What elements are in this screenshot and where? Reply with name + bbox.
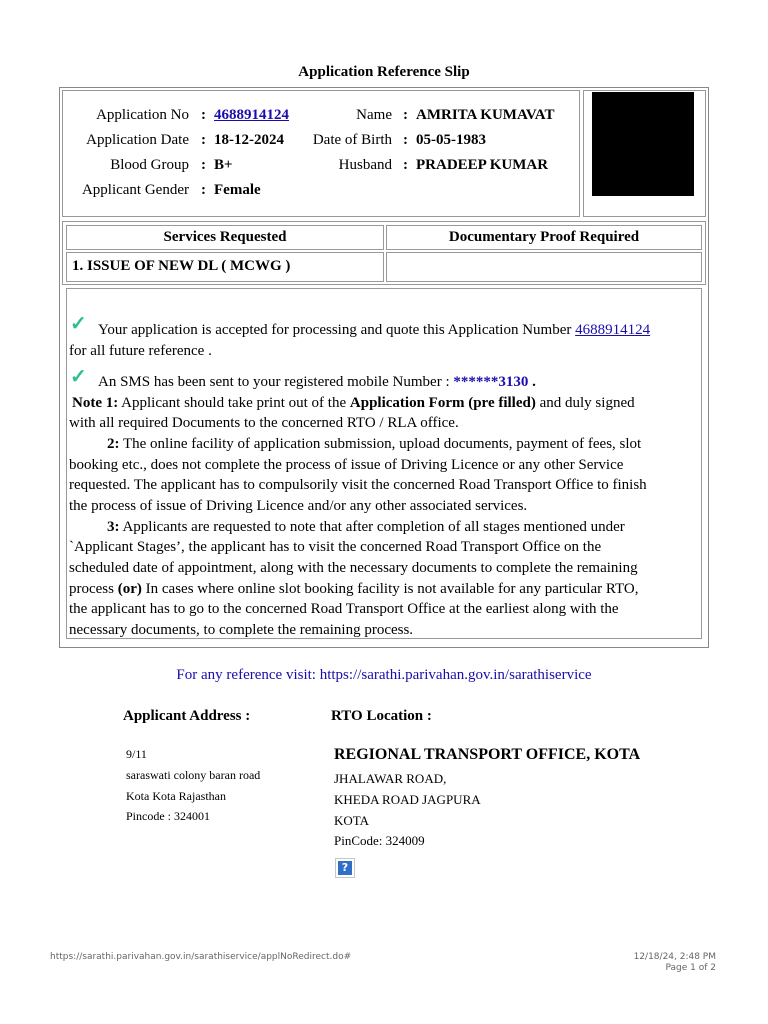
page-title: Application Reference Slip — [298, 64, 470, 80]
address-line-1: 9/11 — [126, 747, 147, 761]
help-button[interactable] — [335, 858, 355, 878]
note-2-line-3: requested. The applicant has to compulsorily visit the concerned Road Transport Office to finish — [69, 477, 647, 493]
sms-end: . — [532, 374, 536, 390]
accepted-message-end: for all future reference . — [69, 343, 212, 359]
application-date-label: Application Date — [86, 132, 189, 148]
rto-line-2: KHEDA ROAD JAGPURA — [334, 792, 481, 807]
colon: : — [201, 107, 206, 123]
note-3-line-1 — [107, 517, 625, 537]
note-1-line-1 — [72, 393, 635, 413]
dob-value: 05-05-1983 — [416, 132, 486, 148]
sms-message — [98, 372, 536, 392]
address-line-3: Kota Kota Rajasthan — [126, 789, 226, 803]
applicant-address-heading: Applicant Address : — [123, 708, 251, 724]
note-2-line-1 — [107, 434, 641, 454]
or-text: (or) — [117, 581, 142, 597]
note-text: and duly signed — [539, 395, 635, 411]
application-form-text: Application Form (pre filled) — [349, 395, 536, 411]
rto-pincode: PinCode: 324009 — [334, 833, 425, 848]
checkmark-icon: ✓ — [70, 313, 87, 335]
note-text: process — [69, 581, 114, 597]
colon: : — [403, 107, 408, 123]
accepted-message — [98, 320, 650, 340]
address-pincode: Pincode : 324001 — [126, 809, 210, 823]
note-1-label: Note 1: — [72, 395, 119, 411]
question-mark-icon: ? — [338, 861, 352, 875]
sms-text: An SMS has been sent to your registered mobile Number : — [98, 374, 450, 390]
gender-label: Applicant Gender — [81, 182, 189, 198]
gender-value: Female — [214, 182, 261, 198]
application-date-value: 18-12-2024 — [214, 132, 284, 148]
rto-line-1: JHALAWAR ROAD, — [334, 771, 447, 786]
note-3-line-3: scheduled date of appointment, along with the necessary documents to complete the remaining — [69, 560, 638, 576]
colon: : — [201, 132, 206, 148]
note-3-line-4 — [69, 579, 639, 599]
colon: : — [403, 132, 408, 148]
note-2-line-4: the process of issue of Driving Licence and/or any other associated services. — [69, 498, 528, 514]
husband-value: PRADEEP KUMAR — [416, 157, 549, 173]
service-row-1: 1. ISSUE OF NEW DL ( MCWG ) — [66, 252, 384, 282]
note-3-line-6: necessary documents, to complete the remaining process. — [69, 622, 414, 638]
note-1-line-2: with all required Documents to the concerned RTO / RLA office. — [69, 415, 459, 431]
note-text: The online facility of application submission, upload documents, payment of fees, slot — [122, 436, 642, 452]
footer-datetime: 12/18/24, 2:48 PM — [633, 952, 716, 962]
note-3-line-5: the applicant has to go to the concerned Road Transport Office at the earliest along with the — [69, 601, 619, 617]
note-text: Applicants are requested to note that after completion of all stages mentioned under — [122, 519, 625, 535]
masked-mobile: ******3130 — [453, 374, 529, 390]
colon: : — [403, 157, 408, 173]
colon: : — [201, 182, 206, 198]
address-line-2: saraswati colony baran road — [126, 768, 261, 782]
blood-group-value: B+ — [214, 157, 233, 173]
application-no-label: Application No — [96, 107, 189, 123]
colon: : — [201, 157, 206, 173]
services-requested-header: Services Requested — [66, 225, 384, 250]
application-no-link[interactable]: 4688914124 — [214, 107, 289, 123]
application-number-link[interactable]: 4688914124 — [575, 322, 651, 338]
note-text: Applicant should take print out of the — [121, 395, 347, 411]
footer-page: Page 1 of 2 — [665, 963, 716, 973]
proof-row-1 — [386, 252, 702, 282]
note-3-line-2: `Applicant Stages’, the applicant has to visit the concerned Road Transport Office on the — [69, 539, 602, 555]
rto-name: REGIONAL TRANSPORT OFFICE, KOTA — [334, 746, 641, 763]
name-value: AMRITA KUMAVAT — [416, 107, 555, 123]
rto-line-3: KOTA — [334, 813, 370, 828]
blood-group-label: Blood Group — [110, 157, 189, 173]
applicant-photo — [592, 92, 694, 196]
documentary-proof-header: Documentary Proof Required — [386, 225, 702, 250]
note-2-line-2: booking etc., does not complete the process of issue of Driving Licence or any other Service — [69, 457, 624, 473]
rto-location-heading: RTO Location : — [331, 708, 432, 724]
note-2-label: 2: — [107, 436, 120, 452]
name-label: Name — [356, 107, 392, 123]
dob-label: Date of Birth — [312, 132, 392, 148]
notes-box — [66, 288, 702, 639]
accepted-text: Your application is accepted for processing and quote this Application Number — [98, 322, 572, 338]
footer-url: https://sarathi.parivahan.gov.in/sarathiservice/applNoRedirect.do# — [50, 952, 352, 962]
reference-link[interactable]: For any reference visit: https://sarathi.parivahan.gov.in/sarathiservice — [176, 667, 592, 683]
checkmark-icon: ✓ — [70, 366, 87, 388]
husband-label: Husband — [338, 157, 392, 173]
note-3-label: 3: — [107, 519, 120, 535]
note-text: In cases where online slot booking facility is not available for any particular RTO, — [145, 581, 639, 597]
